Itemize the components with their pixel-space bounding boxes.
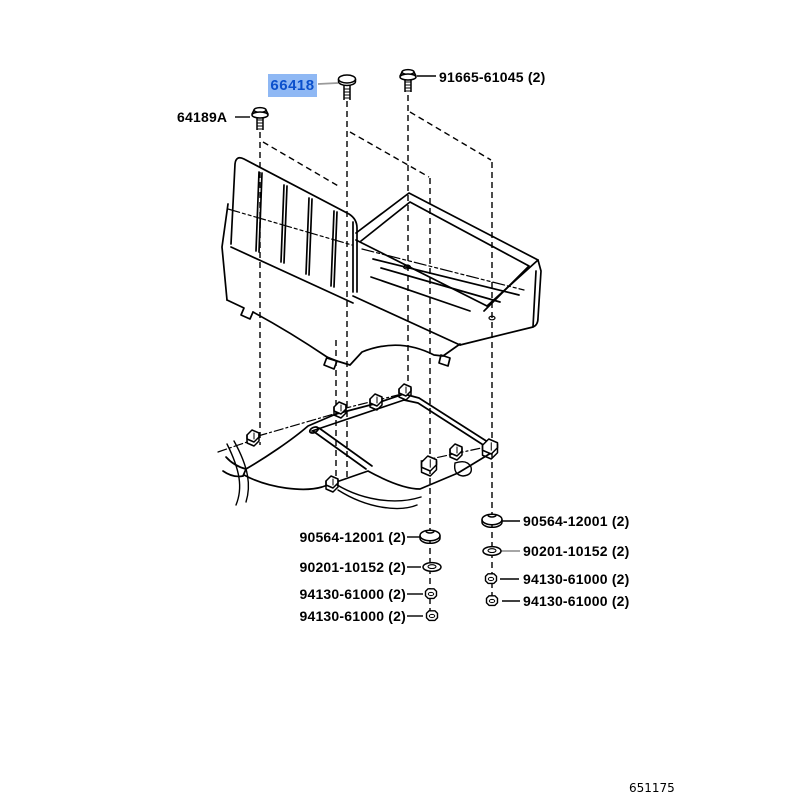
part-callout-94130-61000-right-1[interactable]: 94130-61000 (2) <box>523 571 630 587</box>
hex-nut-icon <box>426 589 437 599</box>
part-callout-90564-12001-left[interactable]: 90564-12001 (2) <box>299 529 406 545</box>
mount-bracket <box>399 384 411 400</box>
mount-bracket <box>247 430 259 446</box>
mount-bracket <box>450 444 462 460</box>
mount-bracket <box>370 394 382 410</box>
flange-bolt-icon <box>400 70 416 92</box>
part-callout-selected-66418[interactable]: 66418 <box>268 74 317 97</box>
retainer-washer-icon <box>423 563 441 572</box>
part-callout-91665-61045[interactable]: 91665-61045 (2) <box>439 69 546 85</box>
part-callout-94130-61000-left-2[interactable]: 94130-61000 (2) <box>299 608 406 624</box>
body-mount-cushion-icon <box>420 530 440 543</box>
cab-guard-rack <box>231 158 357 303</box>
retainer-washer-icon <box>483 547 501 556</box>
mount-bracket <box>483 439 498 459</box>
pan-head-bolt-icon <box>339 75 356 100</box>
leader-line-selected <box>318 83 338 84</box>
projection-line <box>263 142 340 187</box>
part-callout-90201-10152-right[interactable]: 90201-10152 (2) <box>523 543 630 559</box>
part-callout-90201-10152-left[interactable]: 90201-10152 (2) <box>299 559 406 575</box>
projection-line <box>410 112 491 160</box>
truck-bed-drawing <box>222 158 541 369</box>
part-callout-90564-12001-right[interactable]: 90564-12001 (2) <box>523 513 630 529</box>
mount-bracket <box>334 402 346 418</box>
part-callout-94130-61000-left-1[interactable]: 94130-61000 (2) <box>299 586 406 602</box>
part-callout-94130-61000-right-2[interactable]: 94130-61000 (2) <box>523 593 630 609</box>
body-mount-cushion-icon <box>482 514 502 527</box>
flange-bolt-icon <box>252 108 268 130</box>
mount-bracket <box>326 476 338 492</box>
figure-code: 651175 <box>629 781 675 795</box>
hex-nut-icon <box>486 574 497 584</box>
hex-nut-icon <box>487 596 498 606</box>
projection-line <box>350 132 429 177</box>
part-callout-64189A[interactable]: 64189A <box>177 109 228 125</box>
hex-nut-icon <box>427 611 438 621</box>
mount-bracket <box>422 456 437 476</box>
